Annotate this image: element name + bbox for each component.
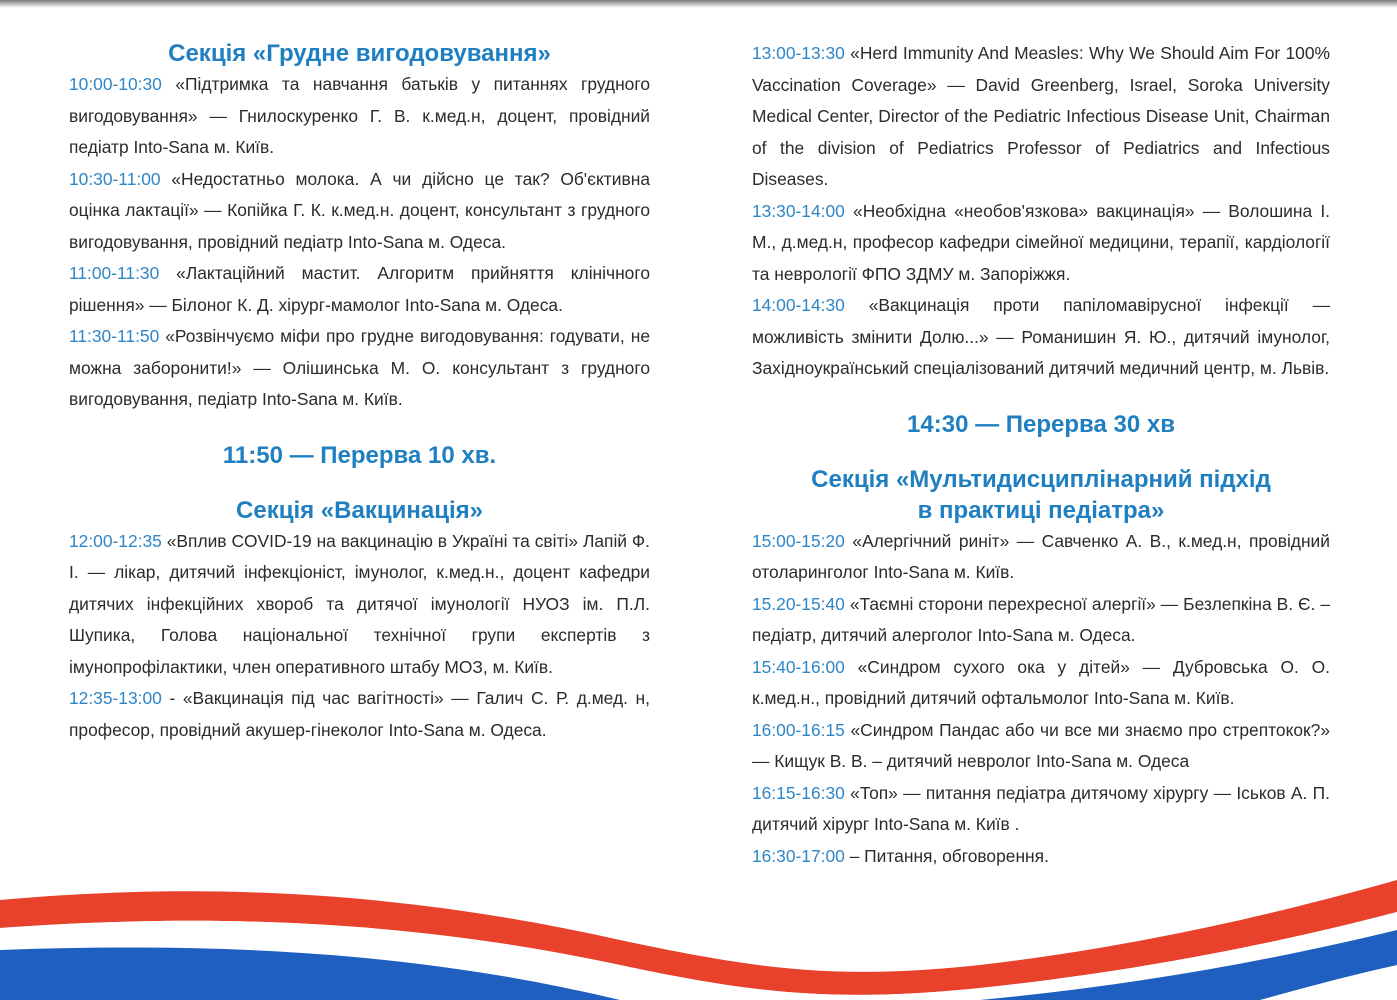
item-text: «Алергічний риніт» — Савченко А. В., к.мед.н, провідний отоларинголог Into-Sana м. Київ. [752,530,1330,582]
top-edge-shadow [0,0,1397,8]
program-item [69,258,650,321]
left-column [69,38,650,746]
program-item [69,164,650,259]
item-time: 10:30-11:00 [69,168,161,189]
program-item [752,196,1330,291]
item-time: 15:00-15:20 [752,530,845,551]
item-text: «Топ» — питання педіатра дитячому хірургу — Іськов А. П. дитячий хірург Into-Sana м. Київ . [752,782,1330,834]
program-item [752,290,1330,385]
item-time: 12:00-12:35 [69,530,162,551]
program-item [69,321,650,416]
program-item [69,526,650,684]
item-text: «Лактаційний мастит. Алгоритм прийняття клінічного рішення» — Білоног К. Д. хірург-мамолог Into-Sana м. Одеса. [69,263,650,315]
item-time: 15:40-16:00 [752,656,845,677]
program-item [752,652,1330,715]
break-heading-2: 14:30 — Перерва 30 хв [907,410,1175,438]
section-heading-breastfeeding: Секція «Грудне вигодовування» [168,40,551,67]
program-item [752,38,1330,196]
item-text: «Вакцинація проти папіломавірусної інфекції — можливість змінити Долю...» — Романишин Я. Ю., дитячий імунолог, Західноукраїнський спеціалізований дитячий медичний центр, м. Львів. [752,295,1330,378]
program-item [752,715,1330,778]
item-text: «Недостатньо молока. А чи дійсно це так? Об'єктивна оцінка лактації» — Копійка Г. К. к.мед.н. доцент, консультант з грудного вигодовування, провідний педіатр Into-Sana м. Одеса. [69,168,650,252]
item-time: 11:00-11:30 [69,263,160,283]
item-time: 12:35-13:00 [69,688,162,708]
item-time: 16:30-17:00 [752,845,845,866]
item-time: 16:15-16:30 [752,782,845,803]
item-text: «Необхідна «необов'язкова» вакцинація» — Волошина І. М., д.мед.н, професор кафедри сімейної медицини, терапії, кардіології та неврології ФПО ЗДМУ м. Запоріжжя. [752,200,1330,284]
program-item [69,683,650,746]
heading-line: в практиці педіатра» [917,496,1165,524]
item-text: - «Вакцинація під час вагітності» — Галич С. Р. д.мед. н, професор, провідний акушер-гінеколог Into-Sana м. Одеса. [69,688,650,740]
program-item [69,69,650,164]
program-item [752,778,1330,841]
item-time: 13:00-13:30 [752,43,845,63]
decorative-waves [0,860,1397,1000]
item-text: «Підтримка та навчання батьків у питаннях грудного вигодовування» — Гнилоскуренко Г. В. к.мед.н, доцент, провідний педіатр Into-Sana м. Київ. [69,74,650,157]
item-time: 15.20-15:40 [752,593,845,614]
item-time: 11:30-11:50 [69,326,160,346]
item-time: 14:00-14:30 [752,295,845,315]
item-time: 13:30-14:00 [752,200,845,221]
item-text: «Розвінчуємо міфи про грудне вигодовування: годувати, не можна заборонити!» — Олішинська М. О. консультант з грудного вигодовування, педіатр Into-Sana м. Київ. [69,326,650,409]
heading-line: Секція «Мультидисциплінарний підхід [811,465,1271,493]
item-text: – Питання, обговорення. [844,845,1049,866]
item-text: «Синдром сухого ока у дітей» — Дубровська О. О. к.мед.н., провідний дитячий офтальмолог Into-Sana м. Київ. [752,656,1330,708]
item-text: «Синдром Пандас або чи все ми знаємо про стрептокок?» — Кищук В. В. – дитячий невролог Into-Sana м. Одеса [752,719,1330,771]
item-text: «Таємні сторони перехресної алергії» — Безлепкіна В. Є. – педіатр, дитячий алерголог Into-Sana м. Одеса. [752,593,1330,645]
program-item [752,526,1330,589]
right-column [752,38,1330,872]
section-heading-multidisciplinary [752,464,1330,526]
item-text: «Вплив COVID-19 на вакцинацію в Україні та світі» Лапій Ф. І. — лікар, дитячий інфекціоніст, імунолог, к.мед.н., доцент кафедри дитячих інфекційних хвороб та дитячої імунології НУОЗ ім. П.Л. Шупика, Голова національної технічної групи експертів з імунопрофілактики, член оперативного штабу МОЗ, м. Київ. [69,530,650,677]
break-heading-1: 11:50 — Перерва 10 хв. [222,441,497,469]
item-text: «Herd Immunity And Measles: Why We Should Aim For 100% Vaccination Coverage» — David Greenberg, Israel, Soroka University Medical Center, Director of the Pediatric Infectious Disease Unit, Chairman of the division of Pediatrics Professor of Pediatrics and Infectious Diseases. [752,43,1330,189]
section-heading-vaccination: Секція «Вакцинація» [236,496,483,524]
program-item [752,589,1330,652]
item-time: 10:00-10:30 [69,74,162,94]
item-time: 16:00-16:15 [752,719,845,740]
